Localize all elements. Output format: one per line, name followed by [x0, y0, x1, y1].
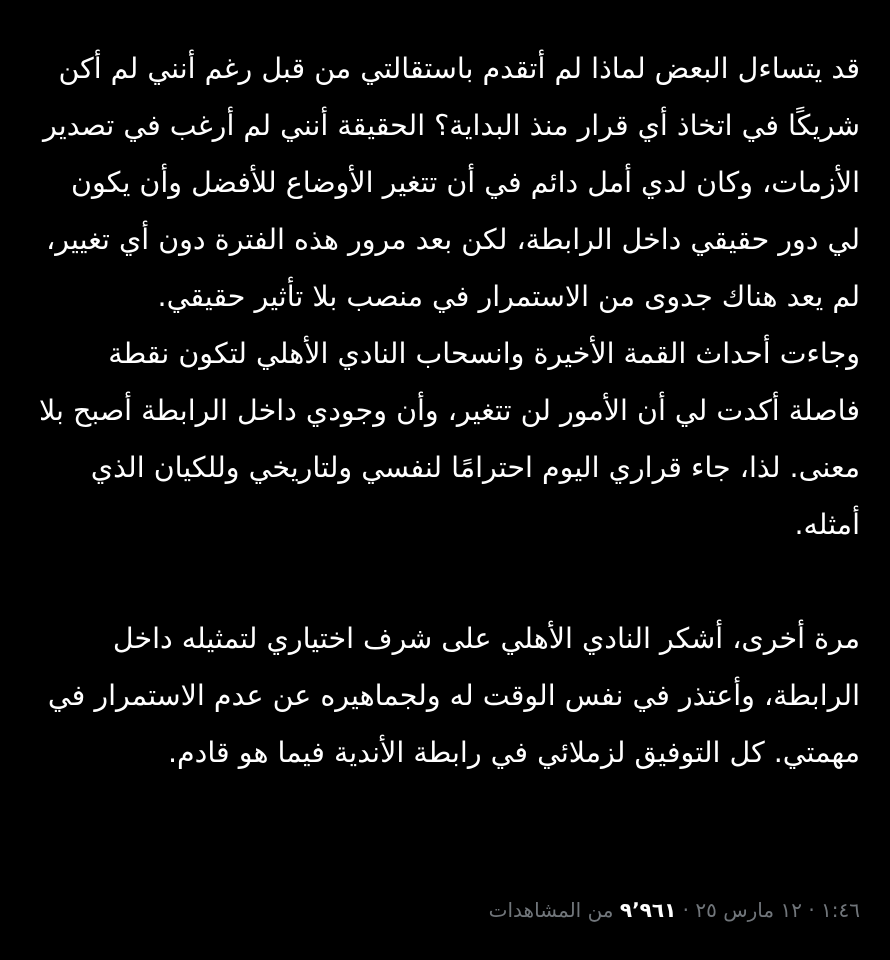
views-count[interactable]: ٩٬٩٦١ [619, 898, 677, 922]
views-label: من المشاهدات [488, 898, 614, 922]
meta-separator: · [808, 898, 815, 922]
meta-separator: · [682, 898, 690, 922]
post-paragraph: مرة أخرى، أشكر النادي الأهلي على شرف اختياري لتمثيله داخل الرابطة، وأعتذر في نفس الوقت له ولجماهيره عن عدم الاستمرار في مهمتي. كل التوفيق لزملائي في رابطة الأندية فيما هو قادم. [47, 622, 860, 769]
post-paragraph: وجاءت أحداث القمة الأخيرة وانسحاب النادي الأهلي لتكون نقطة فاصلة أكدت لي أن الأمور لن تتغير، وأن وجودي داخل الرابطة أصبح بلا معنى. لذا، جاء قراري اليوم احترامًا لنفسي ولتاريخي وللكيان الذي أمثله. [38, 337, 860, 541]
post-paragraph: قد يتساءل البعض لماذا لم أتقدم باستقالتي من قبل رغم أنني لم أكن شريكًا في اتخاذ أي قرار منذ البداية؟ الحقيقة أنني لم أرغب في تصدير الأزمات، وكان لدي أمل دائم في أن تتغير الأوضاع للأفضل وأن يكون لي دور حقيقي داخل الرابطة، لكن بعد مرور هذه الفترة دون أي تغيير، لم يعد هناك جدوى من الاستمرار في منصب بلا تأثير حقيقي. [43, 52, 860, 313]
post-time[interactable]: ١:٤٦ [821, 898, 860, 922]
post-body [34, 40, 860, 781]
post-meta [489, 898, 860, 922]
paragraph-spacer [34, 553, 860, 610]
post-content [34, 40, 860, 781]
post-date[interactable]: ١٢ مارس ٢٥ [695, 898, 802, 922]
